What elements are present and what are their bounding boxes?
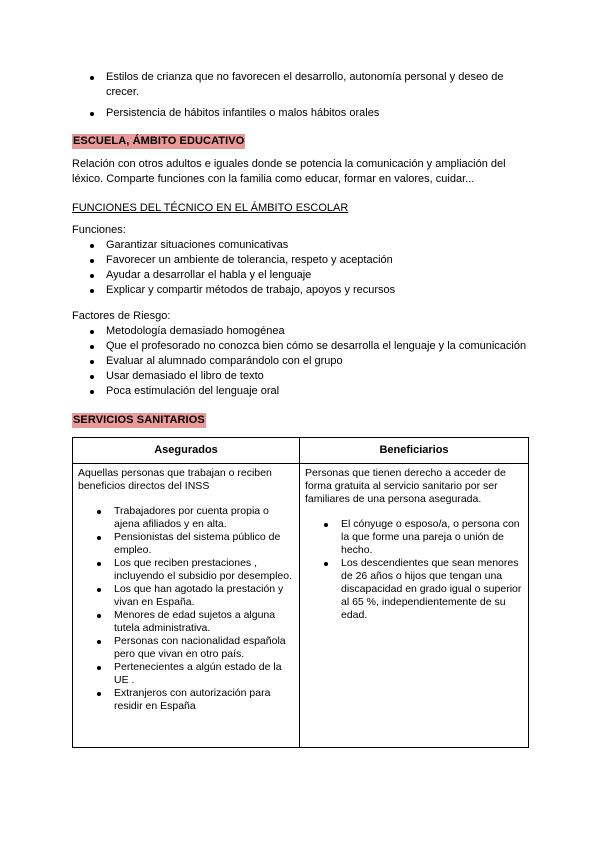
list-item: Estilos de crianza que no favorecen el desarrollo, autonomía personal y deseo de crecer. (72, 70, 530, 100)
section-heading-servicios: SERVICIOS SANITARIOS (73, 414, 205, 426)
list-item: Favorecer un ambiente de tolerancia, respeto y aceptación (72, 253, 530, 268)
list-item: Evaluar al alumnado comparándolo con el grupo (72, 354, 530, 369)
list-item: Persistencia de hábitos infantiles o malos hábitos orales (72, 106, 530, 121)
list-item: Explicar y compartir métodos de trabajo, apoyos y recursos (72, 283, 530, 298)
asegurados-intro: Aquellas personas que trabajan o reciben beneficios directos del INSS (78, 467, 272, 492)
list-item: Los que han agotado la prestación y vivan en España. (78, 583, 294, 609)
section-heading-escuela: ESCUELA, ÁMBITO EDUCATIVO (73, 135, 245, 147)
table-header-row (73, 438, 529, 464)
list-item: Los descendientes que sean menores de 26 años o hijos que tengan una discapacidad en grado igual o superior al 65 %, independientemente de su edad. (305, 557, 523, 622)
servicios-table (72, 437, 529, 748)
list-item: Trabajadores por cuenta propia o ajena afiliados y en alta. (78, 505, 294, 531)
escuela-paragraph: Relación con otros adultos e iguales donde se potencia la comunicación y ampliación del léxico. Comparte funciones con la familia como educar, formar en valores, cuidar... (72, 158, 506, 185)
list-item: Menores de edad sujetos a alguna tutela administrativa. (78, 609, 294, 635)
document-page (72, 70, 530, 748)
column-header-beneficiarios: Beneficiarios (300, 438, 529, 464)
beneficiarios-list (305, 518, 523, 622)
riesgo-list (72, 324, 530, 399)
list-item: Poca estimulación del lenguaje oral (72, 384, 530, 399)
list-item: Los que reciben prestaciones , incluyendo el subsidio por desempleo. (78, 557, 294, 583)
list-item: Pertenecientes a algún estado de la UE . (78, 661, 294, 687)
funciones-label: Funciones: (72, 224, 126, 236)
list-item: Extranjeros con autorización para residir en España (78, 687, 294, 713)
riesgo-label: Factores de Riesgo: (72, 310, 171, 322)
beneficiarios-intro: Personas que tienen derecho a acceder de forma gratuita al servicio sanitario por ser familiares de una persona asegurada. (305, 467, 506, 505)
beneficiarios-cell (300, 464, 529, 748)
list-item: Personas con nacionalidad española pero que vivan en otro país. (78, 635, 294, 661)
funciones-list (72, 238, 530, 298)
list-item: Que el profesorado no conozca bien cómo se desarrolla el lenguaje y la comunicación (72, 339, 530, 354)
top-bullet-list (72, 70, 530, 121)
asegurados-cell (73, 464, 300, 748)
asegurados-list (78, 505, 294, 713)
list-item: Usar demasiado el libro de texto (72, 369, 530, 384)
list-item: Metodología demasiado homogénea (72, 324, 530, 339)
list-item: Garantizar situaciones comunicativas (72, 238, 530, 253)
list-item: El cónyuge o esposo/a, o persona con la que forme una pareja o unión de hecho. (305, 518, 523, 557)
table-row (73, 464, 529, 748)
list-item: Ayudar a desarrollar el habla y el lenguaje (72, 268, 530, 283)
list-item: Pensionistas del sistema público de empleo. (78, 531, 294, 557)
section-heading-funciones-tecnico: FUNCIONES DEL TÉCNICO EN EL ÁMBITO ESCOLAR (72, 202, 349, 214)
column-header-asegurados: Asegurados (73, 438, 300, 464)
